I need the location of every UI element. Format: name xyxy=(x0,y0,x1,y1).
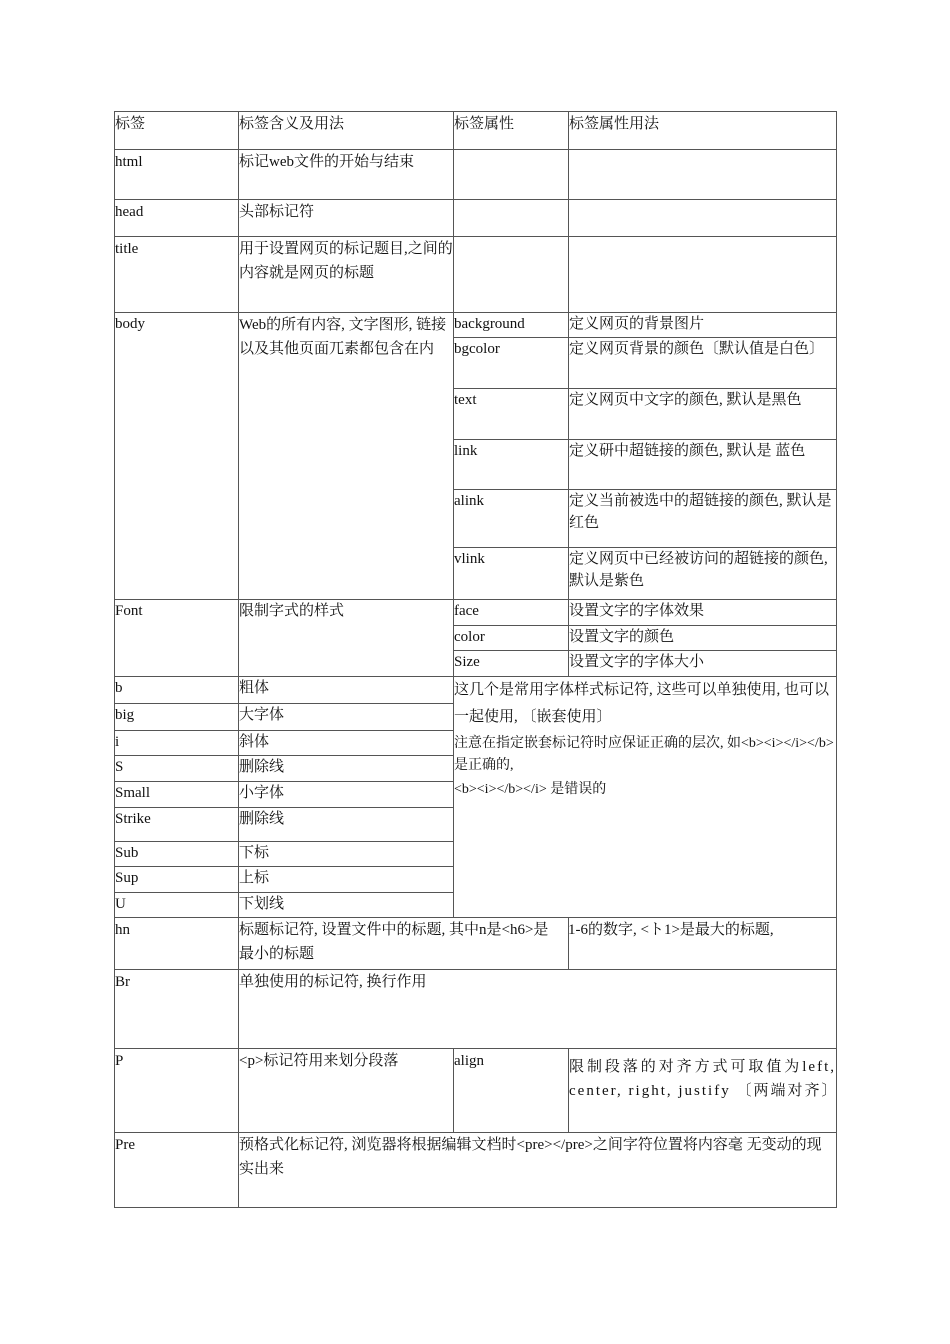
desc-cell: 限制字式的样式 xyxy=(239,600,454,677)
tag-cell: html xyxy=(115,150,239,200)
tag-cell: Small xyxy=(115,782,239,808)
attr-usage: 定义研中超链接的颜色, 默认是 蓝色 xyxy=(569,440,837,490)
attr-usage: 定义网页中已经被访问的超链接的颜色, 默认是紫色 xyxy=(569,548,837,600)
tag-cell: Pre xyxy=(115,1133,239,1208)
attr-name: face xyxy=(454,600,569,626)
tag-cell: head xyxy=(115,200,239,237)
tag-cell: hn xyxy=(115,918,239,970)
attr-usage: 设置文字的颜色 xyxy=(569,626,837,651)
hn-usage: 1-6的数字, <ト1>是最大的标题, xyxy=(568,922,774,938)
header-row xyxy=(115,112,837,150)
desc-cell: Web的所有内容, 文字图形, 链接以及其他页面兀素都包含在内 xyxy=(239,313,454,600)
attr-usage: 设置文字的字体大小 xyxy=(569,651,837,677)
attr-name: vlink xyxy=(454,548,569,600)
attr-name: Size xyxy=(454,651,569,677)
desc-cell: 用于设置网页的标记题目,之间的内容就是网页的标题 xyxy=(239,237,454,313)
html-tag-reference-table xyxy=(114,111,837,1208)
desc-cell: 大字体 xyxy=(239,704,454,731)
attr-usage: 定义当前被选中的超链接的颜色, 默认是红色 xyxy=(569,490,837,548)
desc-cell: 删除线 xyxy=(239,756,454,782)
desc-cell: 小字体 xyxy=(239,782,454,808)
attr-usage: 限制段落的对齐方式可取值为left, center, right, justify 〔两端对齐〕 xyxy=(569,1049,837,1133)
attr-name: color xyxy=(454,626,569,651)
attr-name: alink xyxy=(454,490,569,548)
attr-name: link xyxy=(454,440,569,490)
tag-cell: Sub xyxy=(115,842,239,867)
desc-cell: 头部标记符 xyxy=(239,200,454,237)
attr-usage: 定义网页的背景图片 xyxy=(569,313,837,338)
desc-cell: 下标 xyxy=(239,842,454,867)
attr-cell xyxy=(454,200,569,237)
desc-cell: 单独使用的标记符, 换行作用 xyxy=(239,970,837,1049)
usage-cell xyxy=(569,237,837,313)
usage-cell xyxy=(569,918,837,970)
attr-cell xyxy=(454,150,569,200)
desc-cell: 斜体 xyxy=(239,731,454,756)
table-row-title xyxy=(115,237,837,313)
desc-cell: 上标 xyxy=(239,867,454,893)
note-line: 注意在指定嵌套标记符时应保证正确的层次, 如<b><i></i></b>是正确的, xyxy=(454,736,834,773)
tag-cell: big xyxy=(115,704,239,731)
tag-cell: i xyxy=(115,731,239,756)
tag-cell: P xyxy=(115,1049,239,1133)
attr-name: align xyxy=(454,1049,569,1133)
attr-cell xyxy=(454,237,569,313)
note-line: <b><i></b></i> 是错误的 xyxy=(454,782,607,797)
header-cell: 标签 xyxy=(115,112,239,150)
attr-usage: 定义网页背景的颜色〔默认值是白色〕 xyxy=(569,338,837,389)
tag-cell: title xyxy=(115,237,239,313)
tag-cell: U xyxy=(115,893,239,918)
desc-cell: 下划线 xyxy=(239,893,454,918)
tag-cell: Font xyxy=(115,600,239,677)
table-row-style xyxy=(115,677,837,704)
desc-cell xyxy=(239,918,569,970)
note-line: 这几个是常用字体样式标记符, 这些可以单独使用, 也可以一起使用, 〔嵌套使用〕 xyxy=(454,682,830,725)
desc-cell: 删除线 xyxy=(239,808,454,842)
desc-cell: 粗体 xyxy=(239,677,454,704)
tag-cell: body xyxy=(115,313,239,600)
attr-usage: 定义网页中文字的颜色, 默认是黑色 xyxy=(569,389,837,440)
header-cell: 标签含义及用法 xyxy=(239,112,454,150)
attr-name: bgcolor xyxy=(454,338,569,389)
table-row-pre xyxy=(115,1133,837,1208)
hn-desc: 标题标记符, 设置文件中的标题, 其中n是<h6>是最小的标题 xyxy=(239,922,549,962)
table-row-body xyxy=(115,313,837,338)
table-row-hn xyxy=(115,918,837,970)
attr-usage: 设置文字的字体效果 xyxy=(569,600,837,626)
table-row-br xyxy=(115,970,837,1049)
tag-cell: Sup xyxy=(115,867,239,893)
header-cell: 标签属性 xyxy=(454,112,569,150)
attr-name: background xyxy=(454,313,569,338)
table-row-html xyxy=(115,150,837,200)
tag-cell: Br xyxy=(115,970,239,1049)
tag-cell: S xyxy=(115,756,239,782)
tag-cell: Strike xyxy=(115,808,239,842)
table-row-head xyxy=(115,200,837,237)
desc-cell: 预格式化标记符, 浏览器将根据编辑文档时<pre></pre>之间字符位置将内容毫 无变动的现实出来 xyxy=(239,1133,837,1208)
desc-cell: <p>标记符用来划分段落 xyxy=(239,1049,454,1133)
style-tags-note xyxy=(454,677,837,918)
usage-cell xyxy=(569,200,837,237)
desc-cell: 标记web文件的开始与结束 xyxy=(239,150,454,200)
attr-name: text xyxy=(454,389,569,440)
header-cell: 标签属性用法 xyxy=(569,112,837,150)
usage-cell xyxy=(569,150,837,200)
tag-cell: b xyxy=(115,677,239,704)
table-row-p xyxy=(115,1049,837,1133)
table-row-font xyxy=(115,600,837,626)
